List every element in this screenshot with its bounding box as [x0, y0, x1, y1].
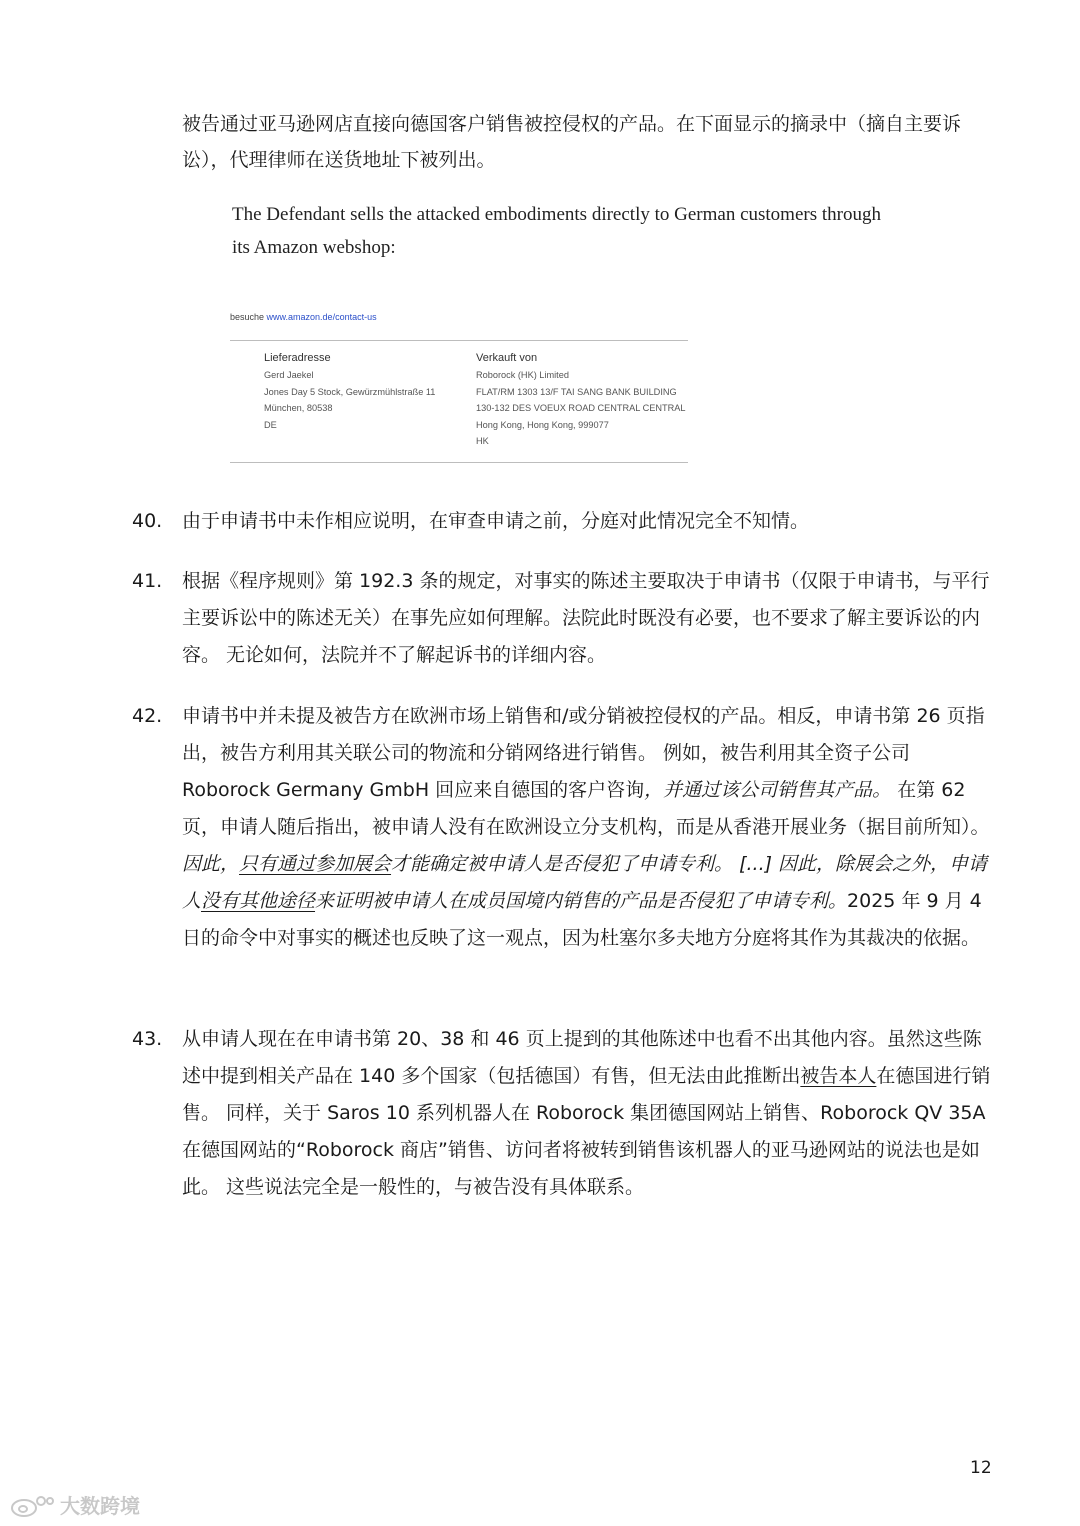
seller-line: HK — [476, 436, 489, 446]
paragraph-text: 由于申请书中未作相应说明，在审查申请之前，分庭对此情况完全不知情。 — [182, 510, 810, 532]
text-run: 从申请人现在在申请书第 20、38 和 46 页上提到的其他陈述中也看不出其他内容。虽然这些陈述中提到相关产品在 140 多个国家（包括德国）有售，但无法由此推断出 — [182, 1028, 982, 1087]
delivery-address-heading: Lieferadresse — [264, 352, 331, 364]
italic-run: 因此， — [182, 853, 240, 875]
delivery-line: München, 80538 — [264, 403, 333, 413]
page-number: 12 — [970, 1458, 992, 1478]
intro-paragraph: 被告通过亚马逊网店直接向德国客户销售被控侵权的产品。在下面显示的摘录中（摘自主要诉讼），代理律师在送货地址下被列出。 — [182, 113, 962, 171]
paragraph-number: 41. — [132, 570, 163, 592]
quote-line-2: its Amazon webshop: — [232, 237, 396, 258]
delivery-line: DE — [264, 419, 277, 430]
paragraph-text — [182, 1021, 997, 1206]
seller-line: FLAT/RM 1303 13/F TAI SANG BANK BUILDING — [476, 386, 677, 397]
seller-line: Roborock (HK) Limited — [476, 370, 569, 380]
watermark-text: 大数跨境 — [60, 1494, 140, 1518]
quote-line-1: The Defendant sells the attacked embodiments directly to German customers through — [232, 204, 881, 225]
text-run: 2025 年 9 月 4 日的命令中对事实的概述也反映了这一观点，因为杜塞尔多夫地方分庭将其作为其裁决的依据。 — [182, 890, 982, 949]
seller-line: 130-132 DES VOEUX ROAD CENTRAL CENTRAL — [476, 403, 686, 413]
text-run: 在第 62 页，申请人随后指出，被申请人没有在欧洲设立分支机构，而是从香港开展业务（据目前所知）。 — [182, 779, 990, 838]
italic-run: 才能确定被申请人是否侵犯了申请专利。 [...] 因此，除展会之外，申请人 — [182, 853, 988, 912]
paragraph-number: 43. — [132, 1028, 163, 1050]
underlined-run: 被告本人 — [800, 1065, 877, 1087]
top-divider — [230, 340, 688, 341]
paragraph-text: 根据《程序规则》第 192.3 条的规定，对事实的陈述主要取决于申请书（仅限于申请书，与平行主要诉讼中的陈述无关）在事先应如何理解。法院此时既没有必要，也不要求了解主要诉讼的内容。 无论如何，法院并不了解起诉书的详细内容。 — [182, 570, 990, 666]
italic-underlined-run: 只有通过参加展会 — [239, 853, 392, 875]
contact-link[interactable]: www.amazon.de/contact-us — [266, 312, 377, 322]
paragraph-number: 42. — [132, 705, 163, 727]
bottom-divider — [230, 462, 688, 463]
paragraph-41 — [132, 563, 997, 674]
sold-by-block — [476, 350, 686, 450]
delivery-line: Gerd Jaekel — [264, 370, 314, 380]
paragraph-40 — [132, 503, 997, 540]
watermark — [10, 1490, 140, 1519]
text-run: 在德国进行销售。 同样，关于 Saros 10 系列机器人在 Roborock 集团德国网站上销售、Roborock QV 35A 在德国网站的“Roborock 商店”销售、访问者将被转到销售该机器人的亚马逊网站的说法也是如此。 这些说法完全是一般性的，与被告没有具体联系。 — [182, 1065, 991, 1198]
paragraph-43 — [132, 1021, 997, 1206]
paragraph-42 — [132, 698, 997, 957]
paragraph-text — [182, 698, 997, 957]
italic-underlined-run: 没有其他途径 — [201, 890, 316, 912]
delivery-line: Jones Day 5 Stock, Gewürzmühlstraße 11 — [264, 386, 436, 397]
paragraph-number: 40. — [132, 510, 163, 532]
weibo-logo-icon — [10, 1492, 54, 1518]
contact-line — [230, 312, 377, 322]
delivery-address-block — [264, 350, 435, 433]
contact-prefix: besuche — [230, 312, 267, 322]
quoted-excerpt-text — [232, 198, 922, 264]
amazon-order-screenshot — [230, 306, 690, 468]
italic-run: 来证明被申请人在成员国境内销售的产品是否侵犯了申请专利。 — [315, 890, 848, 912]
seller-line: Hong Kong, Hong Kong, 999077 — [476, 419, 609, 430]
sold-by-heading: Verkauft von — [476, 352, 538, 364]
italic-run: ，并通过该公司销售其产品。 — [644, 779, 892, 801]
text-run: 申请书中并未提及被告方在欧洲市场上销售和/或分销被控侵权的产品。相反，申请书第 26 页指出，被告方利用其关联公司的物流和分销网络进行销售。 例如，被告利用其全资子公司 Roborock Germany GmbH 回应来自德国的客户咨询 — [182, 705, 985, 801]
